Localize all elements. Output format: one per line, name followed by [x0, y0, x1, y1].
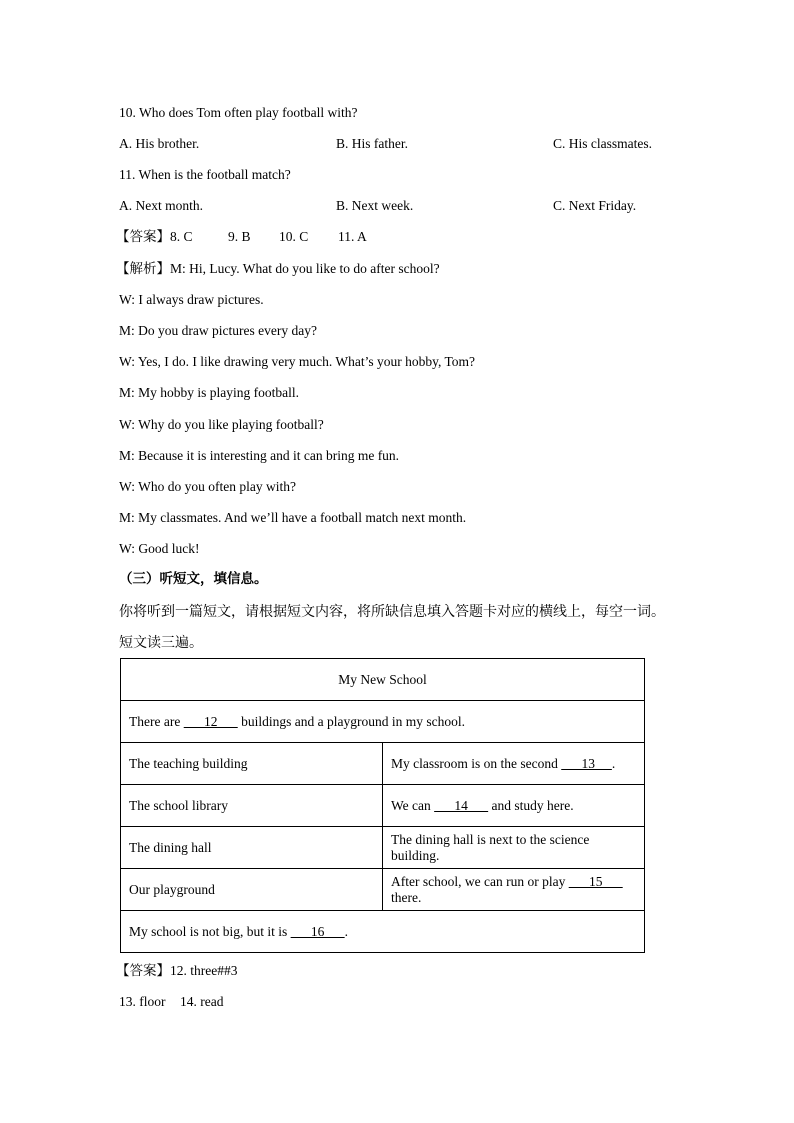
section-instruction: 你将听到一篇短文，请根据短文内容，将所缺信息填入答题卡对应的横线上，每空一词。 — [119, 604, 665, 620]
dialogue-line: M: Because it is interesting and it can bring me fun. — [119, 448, 400, 463]
table-cell — [383, 869, 645, 911]
row-label: Our playground — [121, 869, 383, 911]
q10-option-a: A. His brother. — [119, 136, 200, 151]
cell-text: We can — [391, 797, 435, 813]
table-cell — [121, 911, 645, 953]
analysis-first-line — [116, 262, 440, 277]
table-cell — [383, 743, 645, 785]
dialogue-line: M: My classmates. And we’ll have a football match next month. — [119, 510, 467, 525]
q11-option-a: A. Next month. — [119, 198, 203, 213]
cell-text: After school, we can run or play — [391, 873, 569, 889]
table-title: My New School — [121, 659, 645, 701]
row-label: The dining hall — [121, 827, 383, 869]
question-11: 11. When is the football match? — [119, 167, 291, 182]
cell-text: . — [611, 755, 616, 771]
q10-option-c: C. His classmates. — [553, 136, 652, 151]
q10-option-b: B. His father. — [336, 136, 408, 151]
table-row — [121, 911, 645, 953]
table-row — [121, 701, 645, 743]
answer-item: 11. A — [338, 229, 367, 244]
dialogue-line: W: Who do you often play with? — [119, 479, 296, 494]
cell-text: . — [344, 923, 349, 939]
answer-label: 【答案】 — [116, 963, 170, 979]
table-cell — [121, 701, 645, 743]
answer-item: 14. read — [180, 994, 224, 1009]
blank-13: 13 — [561, 755, 612, 771]
row-label: The school library — [121, 785, 383, 827]
dialogue-line: W: Yes, I do. I like drawing very much. What’s your hobby, Tom? — [119, 354, 476, 369]
table-row — [121, 869, 645, 911]
cell-text: My school is not big, but it is — [129, 923, 291, 939]
blank-14: 14 — [434, 797, 489, 813]
cell-text: buildings and a playground in my school. — [237, 713, 465, 729]
row-label: The teaching building — [121, 743, 383, 785]
cell-text: and study here. — [488, 797, 574, 813]
table-row — [121, 659, 645, 701]
dialogue-line: M: Hi, Lucy. What do you like to do after school? — [170, 261, 440, 276]
dialogue-line: M: Do you draw pictures every day? — [119, 323, 317, 338]
answer-label: 【答案】 — [116, 229, 170, 245]
cell-text: My classroom is on the second — [391, 755, 562, 771]
blank-16: 16 — [290, 923, 345, 939]
table-cell: The dining hall is next to the science building. — [383, 827, 645, 869]
dialogue-line: M: My hobby is playing football. — [119, 385, 299, 400]
answer-item: 12. three##3 — [170, 963, 238, 978]
analysis-label: 【解析】 — [116, 261, 170, 277]
table-row — [121, 827, 645, 869]
dialogue-line: W: Why do you like playing football? — [119, 417, 324, 432]
q11-option-b: B. Next week. — [336, 198, 414, 213]
question-10: 10. Who does Tom often play football with? — [119, 105, 358, 120]
answer-item: 10. C — [279, 229, 309, 244]
answer-item: 13. floor — [119, 994, 166, 1009]
cell-text: There are — [129, 713, 184, 729]
answer-item: 9. B — [228, 229, 251, 244]
answer-line-1 — [116, 230, 193, 245]
table-row — [121, 743, 645, 785]
answer-line-2 — [116, 964, 237, 979]
answer-item: 8. C — [170, 229, 193, 244]
section-heading: （三）听短文，填信息。 — [119, 571, 268, 587]
dialogue-line: W: Good luck! — [119, 541, 200, 556]
table-cell — [383, 785, 645, 827]
section-instruction: 短文读三遍。 — [119, 635, 203, 651]
cell-text: there. — [391, 889, 422, 905]
q11-option-c: C. Next Friday. — [553, 198, 637, 213]
table-row — [121, 785, 645, 827]
info-table — [120, 658, 645, 953]
blank-12: 12 — [183, 713, 238, 729]
blank-15: 15 — [568, 873, 623, 889]
dialogue-line: W: I always draw pictures. — [119, 292, 264, 307]
